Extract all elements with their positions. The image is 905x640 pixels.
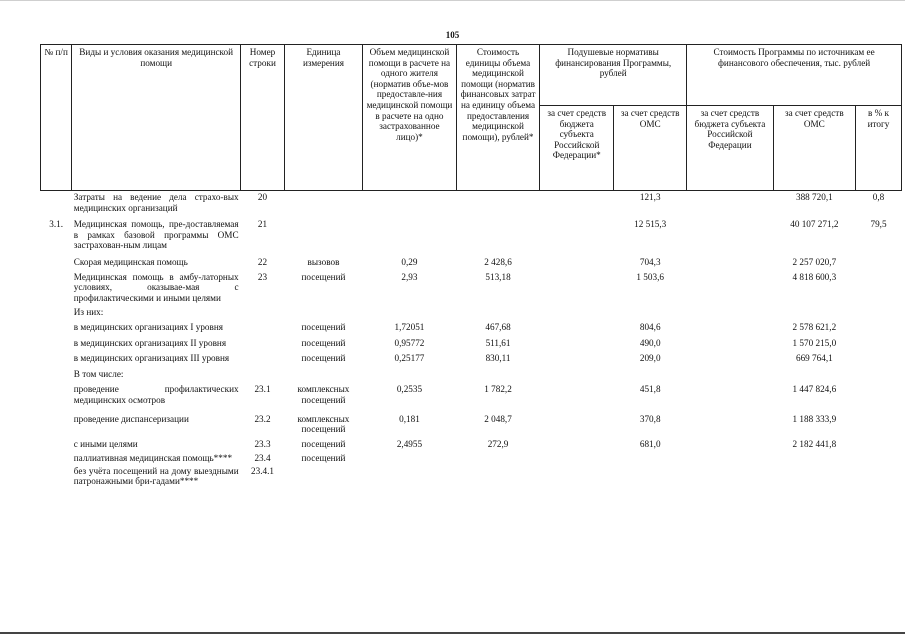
header-per-capita-budget: за счет средств бюджета субъекта Российской Федерации* <box>540 106 614 191</box>
per-capita-oms-cell: 370,8 <box>639 413 661 424</box>
line-number-cell <box>241 364 285 380</box>
unit-cell <box>284 464 362 487</box>
per-capita-oms-cell: 121,3 <box>639 192 661 202</box>
volume-cell: 0,95772 <box>394 337 425 348</box>
unit-cell: посещений <box>301 353 346 364</box>
scan-edge-bottom <box>0 632 905 634</box>
per-capita-oms-cell <box>614 449 687 464</box>
care-kind-cell: Медицинская помощь в амбу-латорных условиях, оказывае-мая с профилактическими и иными целями <box>73 271 239 303</box>
line-number-cell: 23.4 <box>254 453 271 464</box>
row-number-cell <box>41 449 72 464</box>
program-percent-cell <box>856 318 902 333</box>
header-row-number: Номер строки <box>241 45 285 191</box>
volume-cell <box>363 303 457 318</box>
per-capita-budget-cell <box>540 191 614 214</box>
program-percent-cell <box>856 435 902 450</box>
volume-cell <box>363 213 457 251</box>
table-row <box>41 268 902 304</box>
per-capita-oms-cell: 681,0 <box>639 438 661 449</box>
unit-cell <box>284 303 362 318</box>
volume-cell: 1,72051 <box>394 321 425 332</box>
table-row <box>41 318 902 333</box>
per-capita-budget-cell <box>540 213 614 251</box>
per-capita-budget-cell <box>540 406 614 435</box>
care-kind-cell: Медицинская помощь, пре-доставляемая в рамках базовой программы ОМС застрахован-ным лицам <box>73 219 239 251</box>
program-oms-cell <box>773 449 855 464</box>
header-program-oms: за счет средств ОМС <box>773 106 855 191</box>
per-capita-budget-cell <box>540 251 614 268</box>
per-capita-oms-cell <box>614 364 687 380</box>
program-percent-cell <box>856 303 902 318</box>
line-number-cell <box>241 348 285 364</box>
care-kind-cell: Из них: <box>73 307 104 318</box>
unit-cell: вызовов <box>307 256 340 267</box>
program-oms-cell: 1 188 333,9 <box>792 413 837 424</box>
line-number-cell: 23.2 <box>254 413 271 424</box>
program-budget-cell <box>687 333 774 349</box>
volume-cell <box>363 191 457 214</box>
line-number-cell: 22 <box>257 256 268 267</box>
table-row <box>41 435 902 450</box>
unit-cost-cell: 830,11 <box>485 353 511 364</box>
header-unit: Единица измерения <box>284 45 362 191</box>
program-budget-cell <box>687 348 774 364</box>
program-budget-cell <box>687 406 774 435</box>
care-kind-cell: в медицинских организациях III уровня <box>73 353 230 364</box>
row-number-cell <box>41 435 72 450</box>
per-capita-budget-cell <box>540 379 614 405</box>
per-capita-budget-cell <box>540 318 614 333</box>
program-percent-cell <box>856 348 902 364</box>
per-capita-oms-cell: 1 503,6 <box>636 271 664 282</box>
header-kind: Виды и условия оказания медицинской помощи <box>72 45 241 191</box>
table-row <box>41 379 902 405</box>
header-program-budget: за счет средств бюджета субъекта Российской Федерации <box>687 106 774 191</box>
per-capita-oms-cell: 451,8 <box>639 384 661 395</box>
unit-cost-cell: 467,68 <box>485 321 511 332</box>
program-budget-cell <box>687 268 774 304</box>
header-per-capita: Подушевые нормативы финансирования Программы, рублей <box>540 45 687 106</box>
program-percent-cell <box>856 333 902 349</box>
program-oms-cell <box>773 464 855 487</box>
table-row <box>41 213 902 251</box>
row-number-cell <box>41 191 72 214</box>
line-number-cell <box>241 333 285 349</box>
volume-cell: 0,29 <box>401 256 418 267</box>
unit-cost-cell: 2 428,6 <box>484 256 512 267</box>
program-budget-cell <box>687 191 774 214</box>
program-percent-cell <box>856 251 902 268</box>
unit-cell <box>284 364 362 380</box>
row-number-cell: 3.1. <box>49 219 64 230</box>
program-percent-cell <box>856 268 902 304</box>
program-percent-cell <box>856 364 902 380</box>
unit-cell: посещений <box>301 453 346 464</box>
table-row <box>41 348 902 364</box>
table-row <box>41 406 902 435</box>
row-number-cell <box>41 464 72 487</box>
row-number-cell <box>41 251 72 268</box>
header-program-cost: Стоимость Программы по источникам ее финансового обеспечения, тыс. рублей <box>687 45 902 106</box>
row-number-cell <box>41 333 72 349</box>
table-row <box>41 464 902 487</box>
line-number-cell: 23.4.1 <box>251 465 274 476</box>
row-number-cell <box>41 318 72 333</box>
care-kind-cell: в медицинских организациях II уровня <box>73 337 227 348</box>
row-number-cell <box>41 268 72 304</box>
care-kind-cell: проведение профилактических медицинских осмотров <box>73 384 239 405</box>
per-capita-budget-cell <box>540 364 614 380</box>
unit-cost-cell <box>456 213 539 251</box>
unit-cell: посещений <box>301 438 346 449</box>
care-kind-cell: Скорая медицинская помощь <box>73 256 188 267</box>
program-oms-cell: 669 764,1 <box>795 353 833 364</box>
program-oms-cell: 2 182 441,8 <box>792 438 837 449</box>
volume-cell <box>363 464 457 487</box>
volume-cell: 0,2535 <box>396 384 423 395</box>
line-number-cell: 23.1 <box>254 384 271 395</box>
per-capita-oms-cell: 209,0 <box>639 353 661 364</box>
volume-cell <box>363 364 457 380</box>
header-no: № п/п <box>41 45 72 191</box>
unit-cell <box>284 191 362 214</box>
unit-cost-cell <box>456 449 539 464</box>
unit-cell: посещений <box>301 271 346 282</box>
row-number-cell <box>41 379 72 405</box>
per-capita-oms-cell: 490,0 <box>639 337 661 348</box>
care-kind-cell: без учёта посещений на дому выездными патронажными бри-гадами**** <box>73 465 239 487</box>
header-volume: Объем медицинской помощи в расчете на одного жителя (норматив объе-мов предоставле-ния медицинской помощи в расчете на одно застрахованное лицо)* <box>363 45 457 191</box>
per-capita-oms-cell: 704,3 <box>639 256 661 267</box>
program-percent-cell <box>856 464 902 487</box>
program-oms-cell: 40 107 271,2 <box>790 219 839 230</box>
table-row <box>41 191 902 214</box>
unit-cost-cell: 513,18 <box>485 271 511 282</box>
program-oms-cell: 2 257 020,7 <box>792 256 837 267</box>
volume-cell: 2,4955 <box>396 438 423 449</box>
program-budget-cell <box>687 464 774 487</box>
line-number-cell: 20 <box>257 192 268 202</box>
program-budget-cell <box>687 213 774 251</box>
program-percent-cell <box>856 379 902 405</box>
line-number-cell: 21 <box>257 219 268 230</box>
per-capita-oms-cell: 12 515,3 <box>634 219 667 230</box>
per-capita-oms-cell <box>614 464 687 487</box>
table-row <box>41 364 902 380</box>
unit-cell: посещений <box>301 337 346 348</box>
program-budget-cell <box>687 364 774 380</box>
per-capita-oms-cell: 804,6 <box>639 321 661 332</box>
per-capita-oms-cell <box>614 303 687 318</box>
program-oms-cell: 1 447 824,6 <box>792 384 837 395</box>
per-capita-budget-cell <box>540 435 614 450</box>
per-capita-budget-cell <box>540 303 614 318</box>
per-capita-budget-cell <box>540 333 614 349</box>
unit-cost-cell <box>456 464 539 487</box>
per-capita-budget-cell <box>540 449 614 464</box>
medical-care-cost-table <box>40 44 902 487</box>
program-oms-cell <box>773 364 855 380</box>
volume-cell: 0,25177 <box>394 353 425 364</box>
program-budget-cell <box>687 449 774 464</box>
unit-cost-cell: 1 782,2 <box>484 384 512 395</box>
table-row <box>41 303 902 318</box>
program-percent-cell <box>856 449 902 464</box>
unit-cell: комплексных посещений <box>297 413 350 435</box>
unit-cost-cell <box>456 303 539 318</box>
line-number-cell: 23.3 <box>254 438 271 449</box>
unit-cost-cell: 2 048,7 <box>484 413 512 424</box>
row-number-cell <box>41 348 72 364</box>
program-oms-cell: 4 818 600,3 <box>792 271 837 282</box>
unit-cost-cell <box>456 191 539 214</box>
care-kind-cell: с иными целями <box>73 438 138 449</box>
program-oms-cell: 388 720,1 <box>795 192 833 202</box>
table-row <box>41 251 902 268</box>
header-per-capita-oms: за счет средств ОМС <box>614 106 687 191</box>
volume-cell: 0,181 <box>399 413 420 424</box>
row-number-cell <box>41 303 72 318</box>
per-capita-budget-cell <box>540 348 614 364</box>
volume-cell: 2,93 <box>401 271 418 282</box>
care-kind-cell: паллиативная медицинская помощь**** <box>73 453 233 464</box>
program-budget-cell <box>687 318 774 333</box>
per-capita-budget-cell <box>540 464 614 487</box>
unit-cost-cell <box>456 364 539 380</box>
care-kind-cell: В том числе: <box>73 368 124 379</box>
unit-cell: посещений <box>301 321 346 332</box>
line-number-cell <box>241 318 285 333</box>
per-capita-budget-cell <box>540 268 614 304</box>
line-number-cell <box>241 303 285 318</box>
program-oms-cell: 2 578 621,2 <box>792 321 837 332</box>
unit-cost-cell: 511,61 <box>485 337 511 348</box>
program-budget-cell <box>687 251 774 268</box>
header-unit-cost: Стоимость единицы объема медицинской помощи (норматив финансовых затрат на единицу объема предоставления медицинской помощи), рублей* <box>456 45 539 191</box>
program-budget-cell <box>687 303 774 318</box>
unit-cell <box>284 213 362 251</box>
table-row <box>41 449 902 464</box>
unit-cell: комплексных посещений <box>297 384 350 405</box>
care-kind-cell: в медицинских организациях I уровня <box>73 321 224 332</box>
care-kind-cell: Затраты на ведение дела страхо-вых медицинских организаций <box>73 192 239 213</box>
table-row <box>41 333 902 349</box>
program-budget-cell <box>687 379 774 405</box>
care-kind-cell: проведение диспансеризации <box>73 413 189 424</box>
row-number-cell <box>41 364 72 380</box>
scan-edge-top <box>0 0 905 1</box>
row-number-cell <box>41 406 72 435</box>
line-number-cell: 23 <box>257 271 268 282</box>
program-oms-cell <box>773 303 855 318</box>
header-program-percent: в % к итогу <box>856 106 902 191</box>
volume-cell <box>363 449 457 464</box>
program-percent-cell: 0,8 <box>872 192 885 202</box>
page-number: 105 <box>445 30 460 40</box>
program-budget-cell <box>687 435 774 450</box>
unit-cost-cell: 272,9 <box>487 438 509 449</box>
program-oms-cell: 1 570 215,0 <box>792 337 837 348</box>
program-percent-cell <box>856 406 902 435</box>
program-percent-cell: 79,5 <box>870 219 887 230</box>
